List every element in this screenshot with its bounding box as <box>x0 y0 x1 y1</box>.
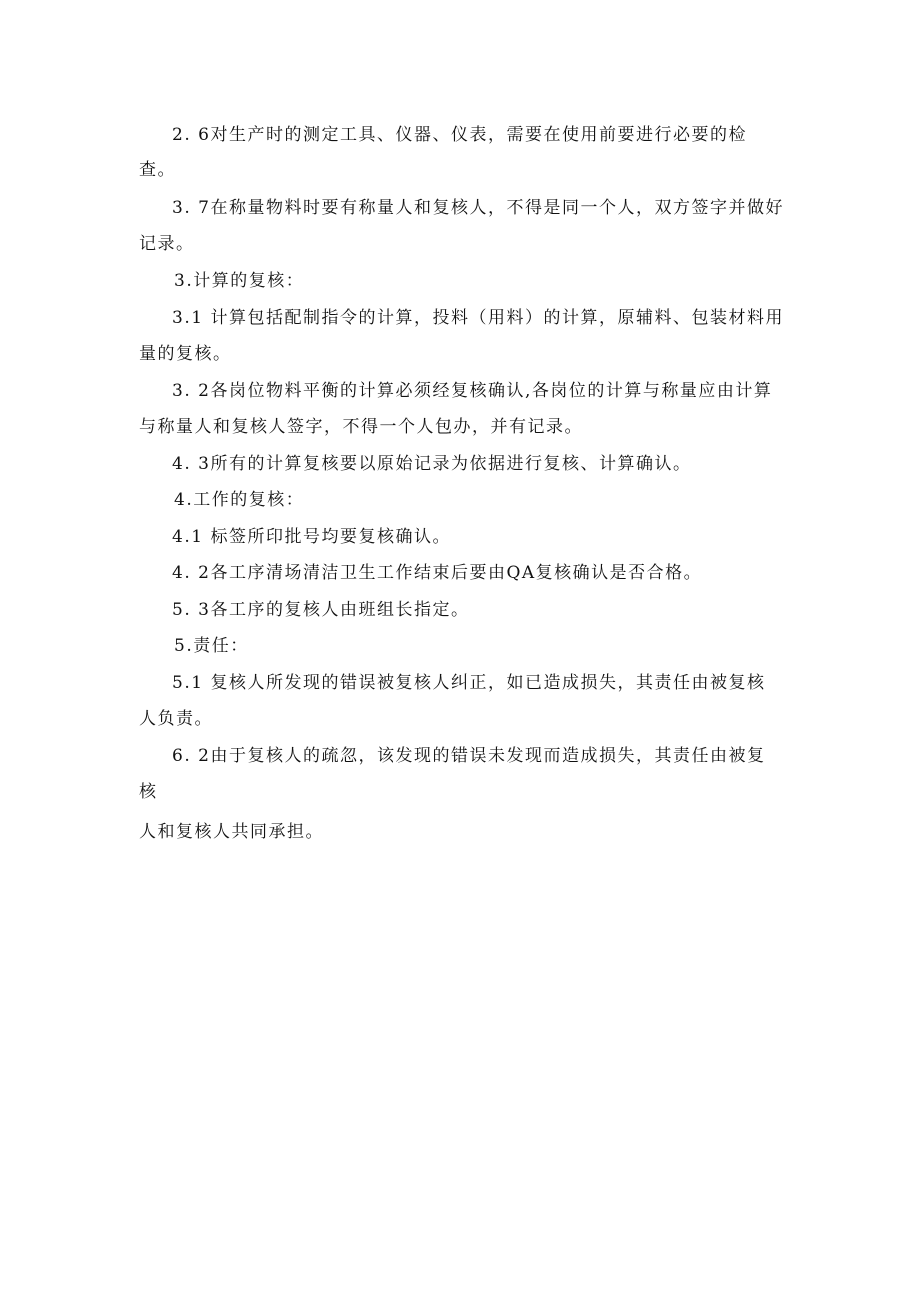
paragraph-5-1-line-1: 5.1 复核人所发现的错误被复核人纠正，如已造成损失，其责任由被复核 <box>172 673 766 693</box>
paragraph-2-6-line-2: 查。 <box>139 160 176 180</box>
section-heading-5: 5.责任： <box>174 636 249 656</box>
paragraph-6-2-line-3: 人和复核人共同承担。 <box>139 822 324 842</box>
paragraph-2-6-line-1: 2. 6对生产时的测定工具、仪器、仪表，需要在使用前要进行必要的检 <box>172 125 747 145</box>
paragraph-3-1-line-2: 量的复核。 <box>139 344 232 364</box>
paragraph-4-3: 4. 3所有的计算复核要以原始记录为依据进行复核、计算确认。 <box>172 454 692 474</box>
paragraph-6-2-line-1: 6. 2由于复核人的疏忽，该发现的错误未发现而造成损失，其责任由被复 <box>172 746 766 766</box>
paragraph-4-2: 4. 2各工序清场清洁卫生工作结束后要由QA复核确认是否合格。 <box>172 563 703 583</box>
paragraph-3-7-line-2: 记录。 <box>139 234 195 254</box>
section-heading-3: 3.计算的复核： <box>174 271 305 291</box>
paragraph-3-7-line-1: 3. 7在称量物料时要有称量人和复核人，不得是同一个人，双方签字并做好 <box>172 198 784 218</box>
paragraph-5-3: 5. 3各工序的复核人由班组长指定。 <box>172 600 470 620</box>
section-heading-4: 4.工作的复核： <box>174 490 305 510</box>
paragraph-3-1-line-1: 3.1 计算包括配制指令的计算，投料（用料）的计算，原辅料、包装材料用 <box>172 308 784 328</box>
paragraph-5-1-line-2: 人负责。 <box>139 709 213 729</box>
paragraph-3-2-line-1: 3. 2各岗位物料平衡的计算必须经复核确认,各岗位的计算与称量应由计算 <box>172 381 773 401</box>
paragraph-4-1: 4.1 标签所印批号均要复核确认。 <box>172 527 451 547</box>
paragraph-3-2-line-2: 与称量人和复核人签字，不得一个人包办，并有记录。 <box>139 417 583 437</box>
paragraph-6-2-line-2: 核 <box>139 782 158 802</box>
